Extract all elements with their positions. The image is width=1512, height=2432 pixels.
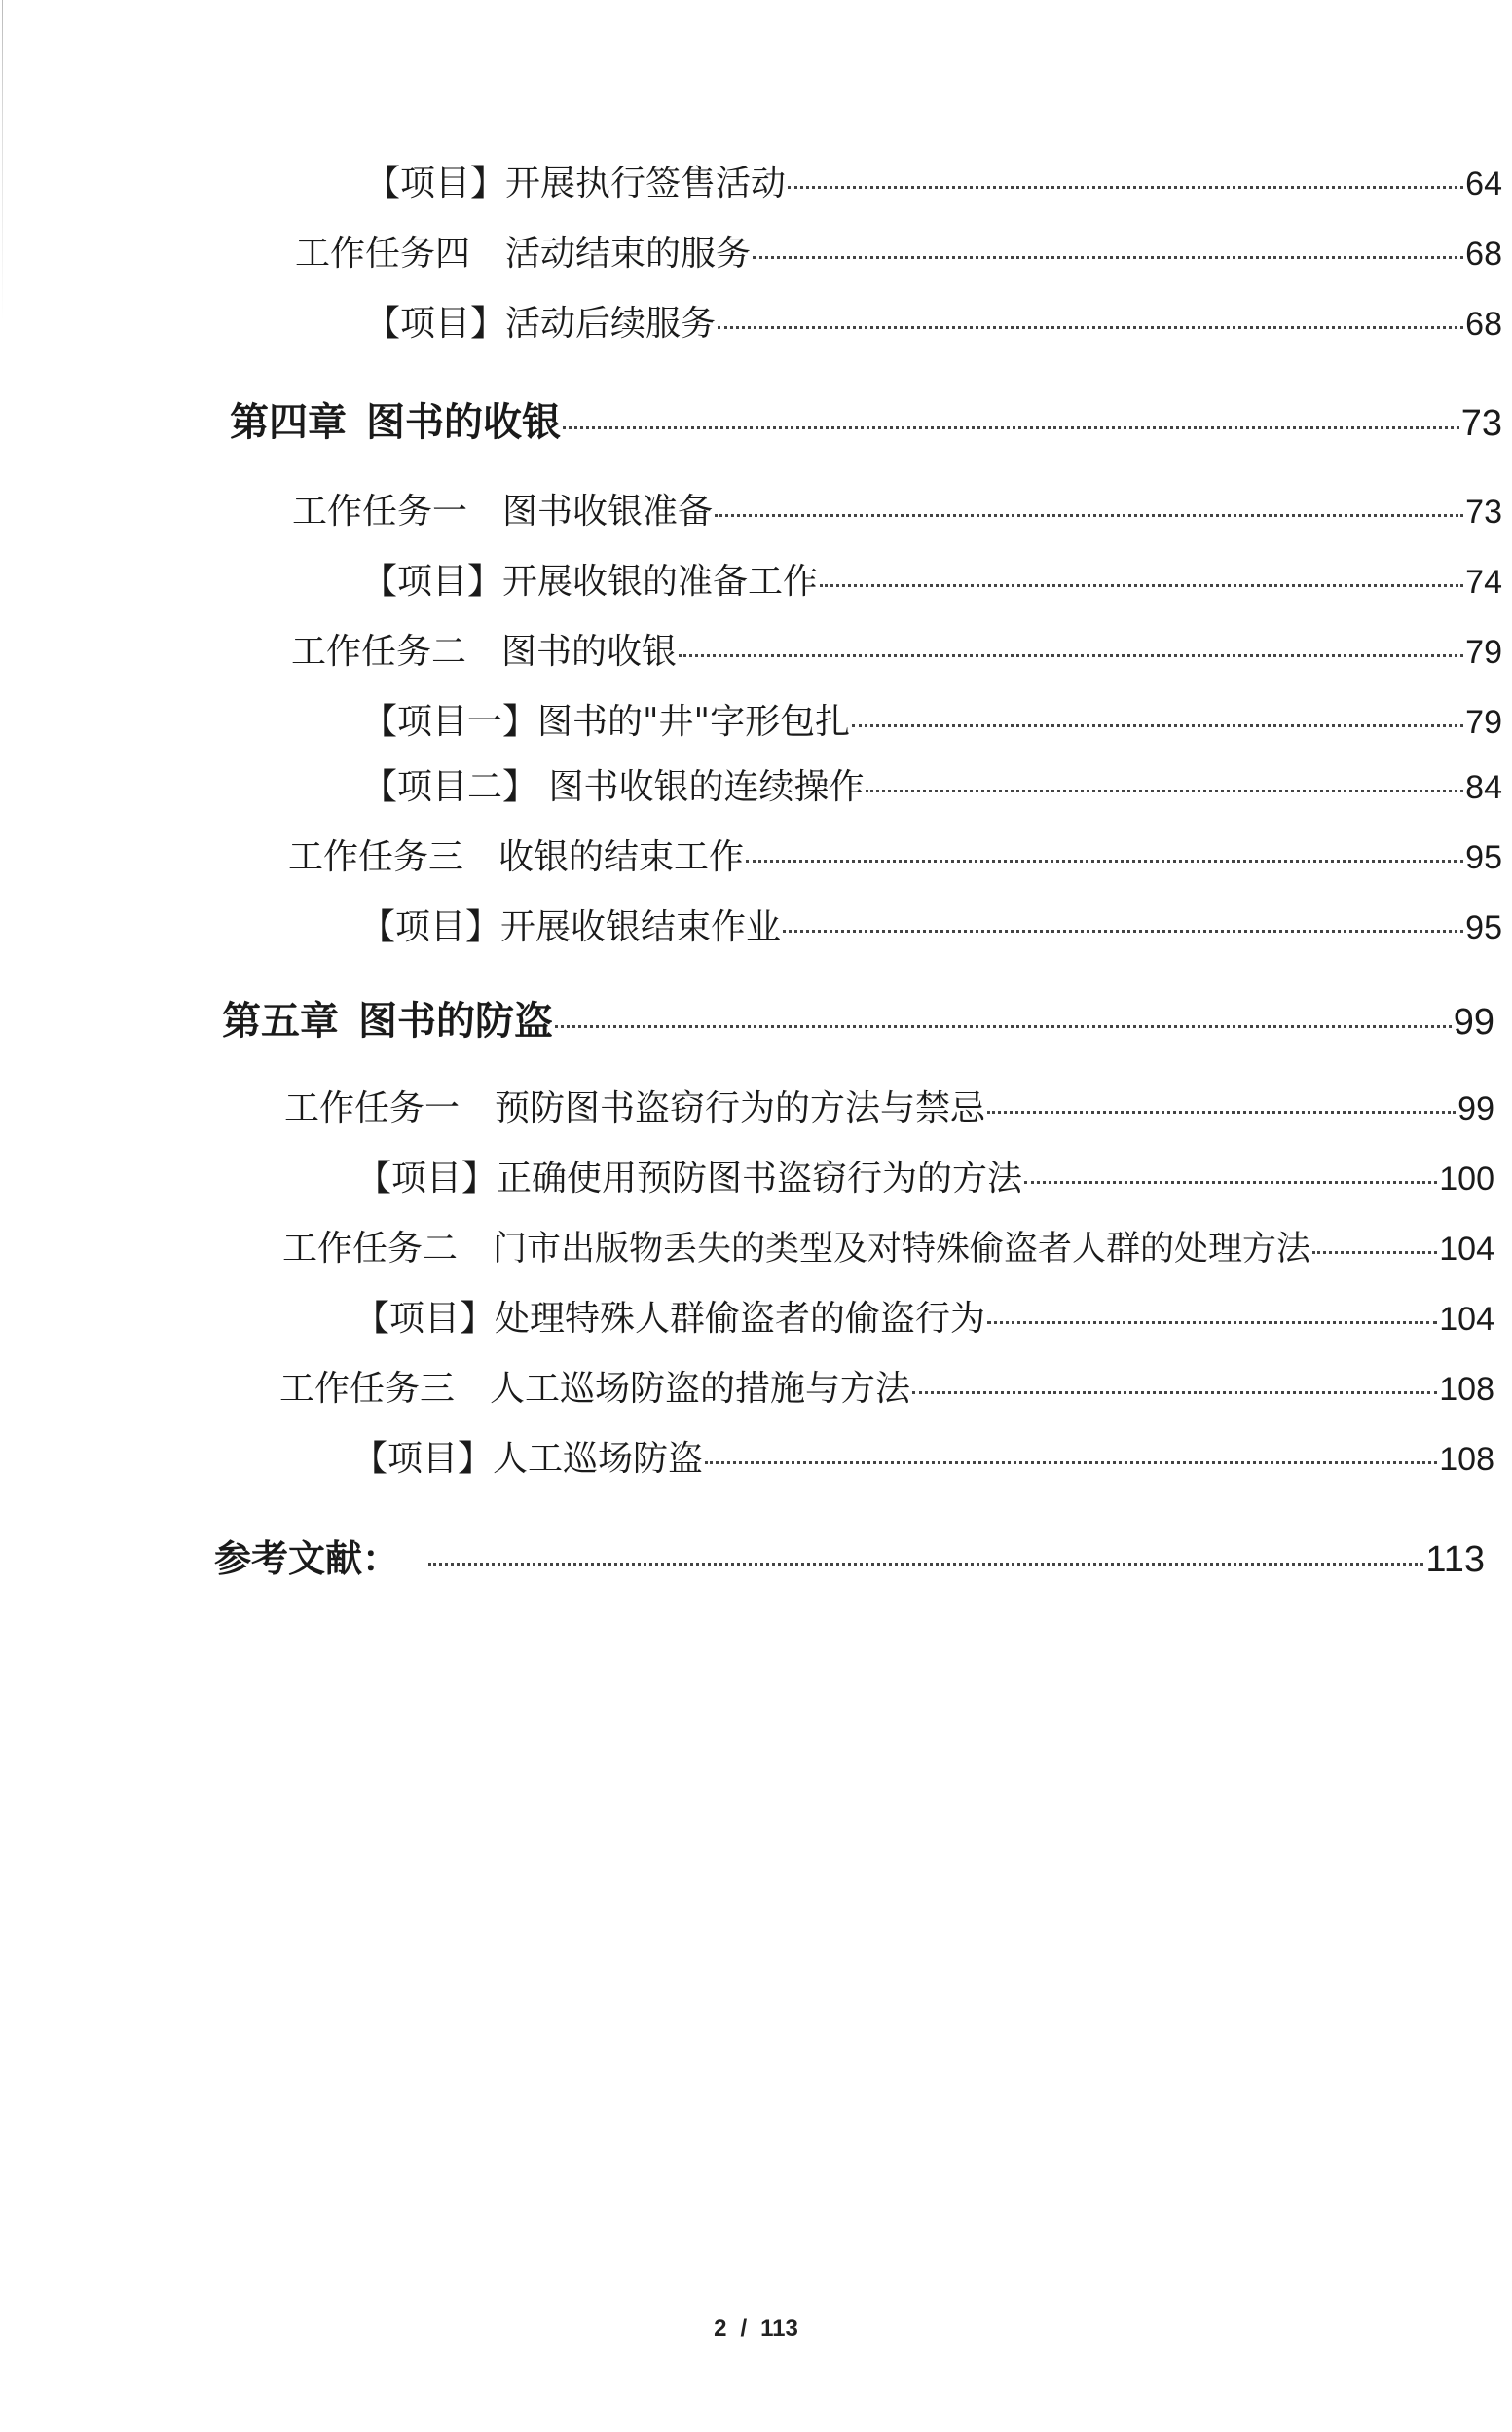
toc-task-number: 工作任务三	[288, 837, 464, 877]
toc-entry[interactable]	[365, 156, 1502, 205]
toc-entry-page: 99	[1453, 1002, 1494, 1043]
toc-entry-label: 预防图书盗窃行为的方法与禁忌	[495, 1088, 986, 1128]
toc-entry-label: 图书收银准备	[502, 492, 714, 532]
toc-entry-page: 79	[1465, 704, 1502, 741]
toc-entry-label: 【项目一】图书的"井"字形包扎	[362, 702, 851, 742]
dot-leader	[563, 426, 1459, 429]
dot-leader	[679, 654, 1463, 657]
toc-chapter[interactable]	[222, 990, 1494, 1046]
toc-entry-page: 79	[1465, 634, 1502, 671]
toc-entry[interactable]	[360, 900, 1502, 949]
toc-chapter-title: 图书的防盗	[358, 999, 553, 1044]
toc-entry-label: 参考文献：	[214, 1537, 400, 1580]
toc-task-number: 工作任务一	[284, 1088, 461, 1128]
toc-entry-label: 【项目】开展收银的准备工作	[362, 562, 819, 602]
toc-entry[interactable]	[354, 1291, 1494, 1341]
toc-entry-page: 84	[1465, 769, 1502, 806]
toc-task-number: 工作任务四	[295, 234, 471, 274]
toc-entry-page: 74	[1465, 564, 1502, 601]
toc-entry-page: 68	[1465, 306, 1502, 343]
toc-chapter-number: 第五章	[222, 999, 339, 1044]
toc-entry-page: 108	[1439, 1371, 1494, 1408]
dot-leader	[820, 584, 1463, 587]
toc-chapter[interactable]	[230, 391, 1502, 447]
dot-leader	[746, 860, 1463, 863]
dot-leader	[987, 1111, 1456, 1114]
toc-entry-label: 图书的收银	[501, 632, 678, 672]
toc-task-number: 工作任务一	[292, 492, 468, 532]
dot-leader	[783, 930, 1463, 933]
toc-entry-label: 【项目】正确使用预防图书盗窃行为的方法	[356, 1159, 1023, 1198]
toc-chapter-title: 图书的收银	[366, 400, 561, 445]
dot-leader	[1312, 1251, 1437, 1254]
dot-leader	[852, 724, 1463, 727]
dot-leader	[555, 1025, 1452, 1028]
toc-entry-page: 104	[1439, 1301, 1494, 1338]
toc-entry-label: 【项目】活动后续服务	[365, 304, 717, 344]
toc-entry-label: 【项目】人工巡场防盗	[352, 1439, 704, 1479]
toc-entry[interactable]	[284, 1081, 1494, 1130]
total-page-count: 113	[760, 2315, 798, 2341]
dot-leader	[912, 1391, 1437, 1394]
toc-task-number: 工作任务二	[282, 1229, 459, 1269]
dot-leader	[753, 256, 1463, 259]
toc-entry-page: 64	[1465, 166, 1502, 203]
toc-entry-label: 【项目】处理特殊人群偷盗者的偷盗行为	[354, 1299, 986, 1339]
toc-entry-page: 113	[1425, 1539, 1485, 1580]
toc-entry[interactable]	[282, 1221, 1494, 1271]
toc-entry-page: 104	[1439, 1231, 1494, 1268]
toc-entry-page: 95	[1465, 909, 1502, 946]
toc-entry[interactable]	[292, 484, 1502, 534]
toc-entry[interactable]	[362, 554, 1502, 604]
toc-entry-label: 收银的结束工作	[498, 837, 745, 877]
toc-entry-page: 108	[1439, 1441, 1494, 1478]
toc-entry[interactable]	[288, 829, 1502, 879]
dot-leader	[428, 1563, 1423, 1566]
toc-entry[interactable]	[352, 1431, 1494, 1481]
toc-entry[interactable]	[365, 296, 1502, 346]
toc-entry[interactable]	[362, 759, 1502, 809]
toc-entry-page: 100	[1439, 1161, 1494, 1198]
toc-entry-page: 68	[1465, 236, 1502, 273]
toc-entry[interactable]	[291, 624, 1502, 674]
toc-entry-label: 【项目】开展收银结束作业	[360, 907, 782, 947]
toc-chapter-number: 第四章	[230, 400, 347, 445]
toc-entry-label: 门市出版物丢失的类型及对特殊偷盗者人群的处理方法	[493, 1230, 1311, 1269]
toc-entry-label: 活动结束的服务	[505, 234, 752, 274]
toc-references[interactable]	[214, 1529, 1485, 1582]
toc-task-number: 工作任务二	[291, 632, 467, 672]
toc-entry-label: 【项目二】 图书收银的连续操作	[362, 767, 865, 807]
page-number-footer	[0, 2315, 1512, 2342]
current-page-number: 2	[714, 2315, 727, 2341]
dot-leader	[715, 514, 1463, 517]
toc-entry-label: 人工巡场防盗的措施与方法	[490, 1369, 911, 1409]
toc-task-number: 工作任务三	[279, 1369, 456, 1409]
dot-leader	[788, 186, 1463, 189]
toc-entry-page: 99	[1457, 1090, 1494, 1127]
toc-entry-page: 73	[1465, 494, 1502, 531]
dot-leader	[1024, 1181, 1437, 1184]
page-separator: /	[740, 2315, 748, 2341]
dot-leader	[718, 326, 1463, 329]
dot-leader	[987, 1321, 1437, 1324]
toc-entry-label: 【项目】开展执行签售活动	[365, 164, 787, 203]
toc-entry-page: 95	[1465, 839, 1502, 876]
toc-entry[interactable]	[362, 694, 1502, 744]
toc-entry[interactable]	[295, 226, 1502, 276]
toc-entry[interactable]	[356, 1151, 1494, 1200]
dot-leader	[866, 790, 1463, 792]
toc-entry-page: 73	[1460, 403, 1502, 444]
dot-leader	[705, 1461, 1437, 1464]
toc-entry[interactable]	[279, 1361, 1494, 1411]
